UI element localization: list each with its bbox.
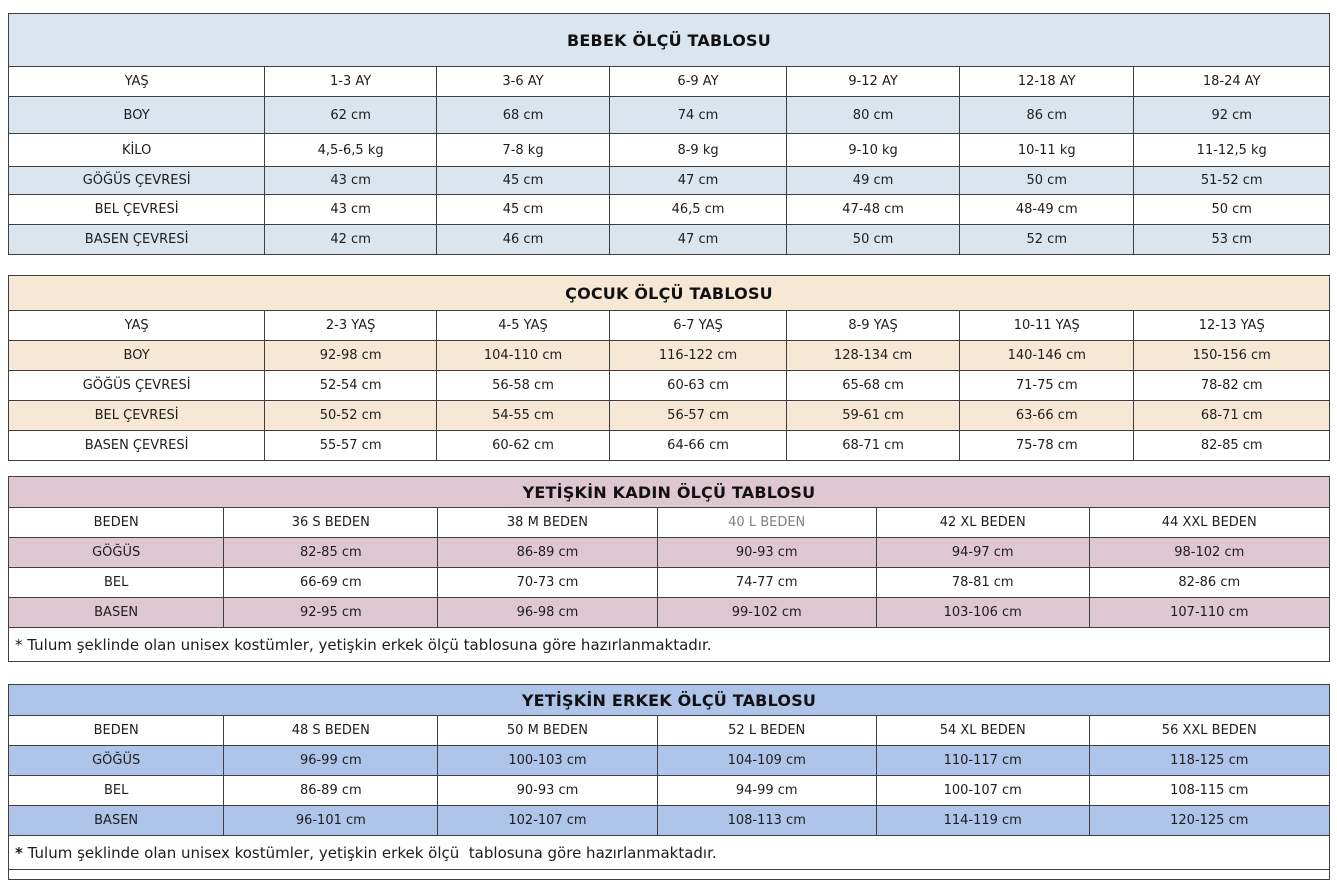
table-cell: 92-95 cm (224, 598, 438, 628)
table-cell: 66-69 cm (224, 568, 438, 598)
table-cell: 44 XXL BEDEN (1089, 508, 1329, 538)
table-cell: 100-107 cm (876, 776, 1089, 806)
table-cell: 52 L BEDEN (657, 716, 876, 746)
table-row (9, 167, 1330, 195)
row-label: BASEN ÇEVRESİ (9, 225, 265, 255)
row-label: BEDEN (9, 508, 224, 538)
table-cell: 8-9 YAŞ (787, 311, 960, 341)
table-cell: 9-12 AY (787, 67, 960, 97)
table-cell: 2-3 YAŞ (265, 311, 437, 341)
row-label: BEDEN (9, 716, 224, 746)
table-cell: 64-66 cm (610, 431, 787, 461)
table-row (9, 746, 1330, 776)
table-cell: 48-49 cm (960, 195, 1134, 225)
table-row (9, 225, 1330, 255)
table-cell: 12-18 AY (960, 67, 1134, 97)
table-row (9, 538, 1330, 568)
table-cell: 47 cm (610, 167, 787, 195)
table-cell: 68-71 cm (1134, 401, 1330, 431)
table-cell: 50 cm (787, 225, 960, 255)
footnote-asterisk: * (15, 843, 23, 862)
table-cell: 90-93 cm (657, 538, 876, 568)
table-cell: 59-61 cm (787, 401, 960, 431)
table-cell: 45 cm (436, 167, 609, 195)
table-cell: 128-134 cm (787, 341, 960, 371)
table-footnote (9, 628, 1330, 662)
row-label: BEL (9, 776, 224, 806)
table-cell: 107-110 cm (1089, 598, 1329, 628)
table-row (9, 716, 1330, 746)
row-label: GÖĞÜS ÇEVRESİ (9, 167, 265, 195)
table-cell: 49 cm (787, 167, 960, 195)
table-cell: 10-11 kg (960, 134, 1134, 167)
table-cell: 71-75 cm (960, 371, 1134, 401)
table-cell: 65-68 cm (787, 371, 960, 401)
table-cell: 43 cm (265, 167, 437, 195)
table-title-row (9, 477, 1330, 508)
table-cell: 78-81 cm (876, 568, 1089, 598)
table-cell: 94-99 cm (657, 776, 876, 806)
adult-men-size-table (8, 684, 1330, 880)
row-label: BEL (9, 568, 224, 598)
child-size-table (8, 275, 1330, 461)
row-label: BASEN (9, 806, 224, 836)
table-cell: 82-85 cm (224, 538, 438, 568)
table-cell: 140-146 cm (960, 341, 1134, 371)
row-label: GÖĞÜS ÇEVRESİ (9, 371, 265, 401)
table-cell: 11-12,5 kg (1134, 134, 1330, 167)
table-row (9, 401, 1330, 431)
table-cell: 92 cm (1134, 97, 1330, 134)
table-row (9, 776, 1330, 806)
table-cell: 86-89 cm (438, 538, 657, 568)
table-cell: 40 L BEDEN (657, 508, 876, 538)
table-cell: 53 cm (1134, 225, 1330, 255)
table-cell: 48 S BEDEN (224, 716, 438, 746)
table-cell: 62 cm (265, 97, 437, 134)
table-cell: 50 cm (960, 167, 1134, 195)
table-title: YETİŞKİN KADIN ÖLÇÜ TABLOSU (9, 477, 1330, 508)
table-cell: 6-7 YAŞ (610, 311, 787, 341)
table-cell: 50-52 cm (265, 401, 437, 431)
table-cell: 47-48 cm (787, 195, 960, 225)
table-cell: 45 cm (436, 195, 609, 225)
table-cell: 96-99 cm (224, 746, 438, 776)
table-row (9, 97, 1330, 134)
table-title-row (9, 276, 1330, 311)
table-cell: 102-107 cm (438, 806, 657, 836)
table-cell: 63-66 cm (960, 401, 1134, 431)
table-cell: 108-115 cm (1089, 776, 1329, 806)
table-cell: 50 M BEDEN (438, 716, 657, 746)
table-cell: 60-63 cm (610, 371, 787, 401)
table-cell: 78-82 cm (1134, 371, 1330, 401)
table-cell: 110-117 cm (876, 746, 1089, 776)
table-cell: 68 cm (436, 97, 609, 134)
table-cell: 86 cm (960, 97, 1134, 134)
row-label: BOY (9, 341, 265, 371)
row-label: BEL ÇEVRESİ (9, 195, 265, 225)
table-cell: 82-86 cm (1089, 568, 1329, 598)
table-row (9, 134, 1330, 167)
table-cell: 36 S BEDEN (224, 508, 438, 538)
row-label: BASEN (9, 598, 224, 628)
table-cell: 150-156 cm (1134, 341, 1330, 371)
table-cell: 104-109 cm (657, 746, 876, 776)
table-row (9, 568, 1330, 598)
table-cell: 68-71 cm (787, 431, 960, 461)
table-row (9, 341, 1330, 371)
table-cell: 70-73 cm (438, 568, 657, 598)
table-cell: 52 cm (960, 225, 1134, 255)
table-cell: 56-57 cm (610, 401, 787, 431)
table-cell: 50 cm (1134, 195, 1330, 225)
table-cell: 51-52 cm (1134, 167, 1330, 195)
table-cell: 54 XL BEDEN (876, 716, 1089, 746)
size-tables-page (8, 13, 1330, 880)
footnote-text: Tulum şeklinde olan unisex kostümler, yetişkin erkek ölçü tablosuna göre hazırlanmaktadır. (27, 635, 712, 654)
table-cell: 74-77 cm (657, 568, 876, 598)
table-cell: 8-9 kg (610, 134, 787, 167)
row-label: KİLO (9, 134, 265, 167)
table-cell: 38 M BEDEN (438, 508, 657, 538)
table-cell: 94-97 cm (876, 538, 1089, 568)
table-cell: 43 cm (265, 195, 437, 225)
table-cell: 82-85 cm (1134, 431, 1330, 461)
table-cell: 6-9 AY (610, 67, 787, 97)
table-cell: 116-122 cm (610, 341, 787, 371)
adult-women-size-table (8, 476, 1330, 662)
table-cell: 42 XL BEDEN (876, 508, 1089, 538)
footnote-text: Tulum şeklinde olan unisex kostümler, yetişkin erkek ölçü tablosuna göre hazırlanmaktadır. (27, 843, 717, 862)
row-label: BEL ÇEVRESİ (9, 401, 265, 431)
table-cell: 9-10 kg (787, 134, 960, 167)
table-cell: 10-11 YAŞ (960, 311, 1134, 341)
row-label: YAŞ (9, 67, 265, 97)
table-cell: 96-101 cm (224, 806, 438, 836)
table-cell: 7-8 kg (436, 134, 609, 167)
table-cell: 90-93 cm (438, 776, 657, 806)
table-cell: 12-13 YAŞ (1134, 311, 1330, 341)
table-cell: 98-102 cm (1089, 538, 1329, 568)
table-cell: 108-113 cm (657, 806, 876, 836)
table-cell: 56-58 cm (436, 371, 609, 401)
table-cell: 3-6 AY (436, 67, 609, 97)
table-cell: 52-54 cm (265, 371, 437, 401)
table-cell: 99-102 cm (657, 598, 876, 628)
table-row (9, 598, 1330, 628)
baby-size-table (8, 13, 1330, 255)
table-cell: 86-89 cm (224, 776, 438, 806)
table-cell: 4-5 YAŞ (436, 311, 609, 341)
table-cell: 100-103 cm (438, 746, 657, 776)
table-footnote-row (9, 836, 1330, 870)
table-row (9, 67, 1330, 97)
table-title: YETİŞKİN ERKEK ÖLÇÜ TABLOSU (9, 685, 1330, 716)
table-cell: 114-119 cm (876, 806, 1089, 836)
table-row (9, 195, 1330, 225)
table-row (9, 806, 1330, 836)
table-cell: 18-24 AY (1134, 67, 1330, 97)
table-cell: 80 cm (787, 97, 960, 134)
table-row (9, 508, 1330, 538)
table-cell: 96-98 cm (438, 598, 657, 628)
row-label: GÖĞÜS (9, 538, 224, 568)
table-cell: 75-78 cm (960, 431, 1134, 461)
table-row (9, 311, 1330, 341)
footnote-asterisk: * (15, 635, 23, 654)
table-cell: 103-106 cm (876, 598, 1089, 628)
table-cell: 54-55 cm (436, 401, 609, 431)
row-label: BASEN ÇEVRESİ (9, 431, 265, 461)
table-footnote-row (9, 628, 1330, 662)
row-label: BOY (9, 97, 265, 134)
table-footnote (9, 836, 1330, 870)
table-row (9, 371, 1330, 401)
table-cell: 4,5-6,5 kg (265, 134, 437, 167)
row-label: YAŞ (9, 311, 265, 341)
table-cell: 74 cm (610, 97, 787, 134)
table-row (9, 431, 1330, 461)
row-label: GÖĞÜS (9, 746, 224, 776)
table-cell: 42 cm (265, 225, 437, 255)
table-cell: 1-3 AY (265, 67, 437, 97)
table-cell: 55-57 cm (265, 431, 437, 461)
table-cell: 118-125 cm (1089, 746, 1329, 776)
table-cell: 46,5 cm (610, 195, 787, 225)
table-cell: 47 cm (610, 225, 787, 255)
table-cell: 56 XXL BEDEN (1089, 716, 1329, 746)
table-cell: 60-62 cm (436, 431, 609, 461)
table-title: ÇOCUK ÖLÇÜ TABLOSU (9, 276, 1330, 311)
table-cell: 104-110 cm (436, 341, 609, 371)
table-title: BEBEK ÖLÇÜ TABLOSU (9, 14, 1330, 67)
table-cell: 120-125 cm (1089, 806, 1329, 836)
table-title-row (9, 685, 1330, 716)
table-cell: 92-98 cm (265, 341, 437, 371)
table-cell: 46 cm (436, 225, 609, 255)
table-title-row (9, 14, 1330, 67)
